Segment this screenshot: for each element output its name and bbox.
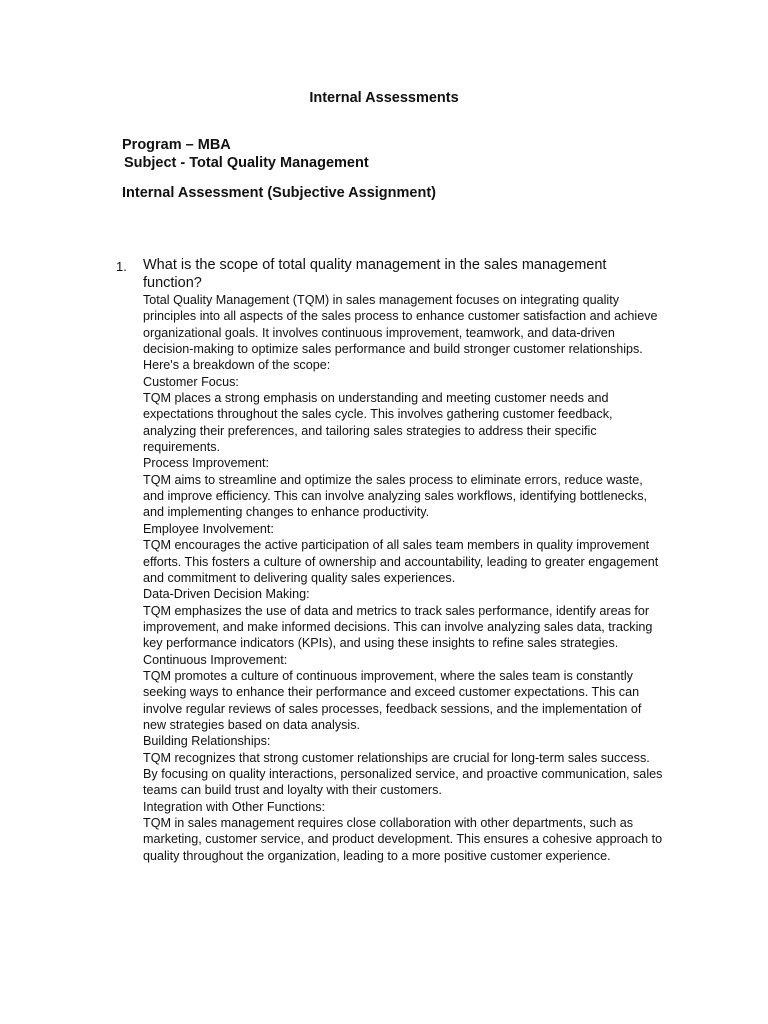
program-heading: Program – MBA (122, 137, 231, 153)
section-body: TQM encourages the active participation of all sales team members in quality improvement efforts. This fosters a culture of ownership and accountability, leading to greater engagement and commitment to delivering quality sales experiences. (143, 538, 659, 585)
section-body: TQM promotes a culture of continuous improvement, where the sales team is constantly seeking ways to enhance their performance and exceed customer expectations. This can involve regular reviews of sales processes, feedback sessions, and the implementation of new strategies based on data analysis. (143, 668, 642, 732)
section-body: TQM aims to streamline and optimize the sales process to eliminate errors, reduce waste, and improve efficiency. This can involve analyzing sales workflows, identifying bottlenecks, and implementing changes to enhance productivity. (143, 472, 648, 520)
section-body: TQM recognizes that strong customer relationships are crucial for long-term sales success. By focusing on quality interactions, personalized service, and proactive communication, sales teams can build trust and loyalty with their customers. (143, 750, 663, 798)
subject-heading: Subject - Total Quality Management (124, 155, 369, 171)
assessment-heading: Internal Assessment (Subjective Assignment) (122, 185, 436, 201)
section-body: TQM places a strong emphasis on understanding and meeting customer needs and expectations throughout the sales cycle. This involves gathering customer feedback, analyzing their preferences, and tailoring sales strategies to address their specific requirements. (143, 391, 613, 455)
section-heading: Building Relationships: (143, 734, 271, 749)
section-heading: Integration with Other Functions: (143, 799, 326, 814)
question-number: 1. (116, 259, 127, 274)
section-heading: Continuous Improvement: (143, 652, 288, 667)
section-heading: Customer Focus: (143, 374, 239, 389)
section-heading: Employee Involvement: (143, 521, 274, 536)
section-body: TQM in sales management requires close collaboration with other departments, such as marketing, customer service, and product development. This ensures a cohesive approach to quality throughout the organization, leading to a more positive customer experience. (143, 816, 663, 863)
breakdown-label: Here's a breakdown of the scope: (143, 358, 331, 373)
document-title: Internal Assessments (309, 90, 459, 106)
section-heading: Data-Driven Decision Making: (143, 587, 310, 602)
question-text: What is the scope of total quality management in the sales management function? (143, 257, 607, 291)
answer-body (143, 292, 663, 864)
section-body: TQM emphasizes the use of data and metrics to track sales performance, identify areas for improvement, and make informed decisions. This can involve analyzing sales data, tracking key performance indicators (KPIs), and using these insights to refine sales strategies. (143, 603, 653, 651)
answer-intro: Total Quality Management (TQM) in sales management focuses on integrating quality principles into all aspects of the sales process to enhance customer satisfaction and achieve organizational goals. It involves continuous improvement, teamwork, and data-driven decision-making to optimize sales performance and build stronger customer relationships. (143, 293, 658, 357)
section-heading: Process Improvement: (143, 456, 269, 471)
